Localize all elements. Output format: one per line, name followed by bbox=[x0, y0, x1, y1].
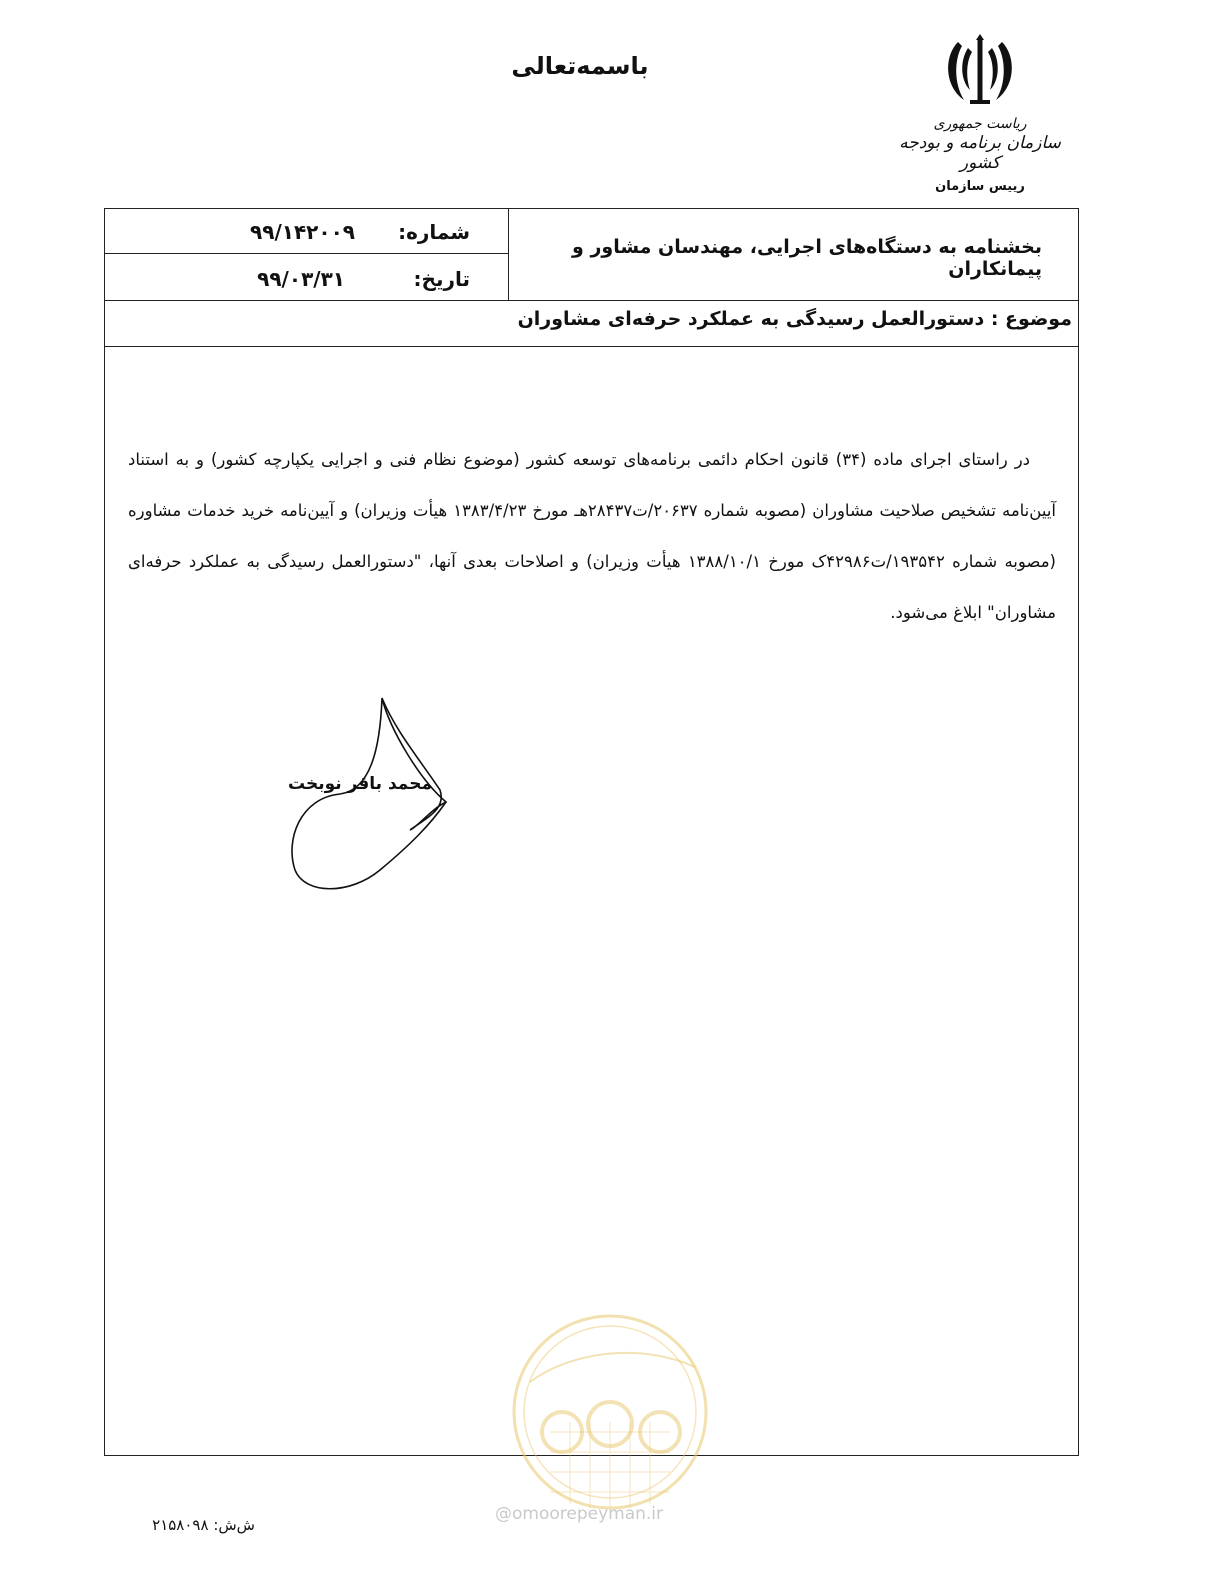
iran-emblem-icon bbox=[940, 34, 1020, 110]
body-paragraph: در راستای اجرای ماده (۳۴) قانون احکام دائمی برنامه‌های توسعه کشور (موضوع نظام فنی و اجرایی یکپارچه کشور) و به استناد آیین‌نامه تشخیص صلاحیت مشاوران (مصوبه شماره ۲۰۶۳۷/ت۲۸۴۳۷هـ مورخ ۱۳۸۳/۴/۲۳ هیأت وزیران) و آیین‌نامه خرید خدمات مشاوره (مصوبه شماره ۱۹۳۵۴۲/ت۴۲۹۸۶ک مورخ ۱۳۸۸/۱۰/۱ هیأت وزیران) و اصلاحات بعدی آنها، "دستورالعمل رسیدگی به عملکرد حرفه‌ای مشاوران" ابلاغ می‌شود. bbox=[128, 450, 1056, 622]
addressee: بخشنامه به دستگاه‌های اجرایی، مهندسان مشاور و پیمانکاران bbox=[572, 236, 1042, 280]
organization-header bbox=[895, 34, 1065, 194]
organization-head-title: رییس سازمان bbox=[935, 179, 1025, 194]
meta-table-bottom-line bbox=[104, 300, 1079, 301]
subject-line: موضوع : دستورالعمل رسیدگی به عملکرد حرفه‌ای مشاوران bbox=[517, 308, 1072, 330]
meta-row-divider bbox=[104, 253, 508, 254]
organization-name: سازمان برنامه و بودجه کشور bbox=[899, 133, 1061, 173]
number-label: شماره: bbox=[398, 220, 470, 244]
letter-body bbox=[128, 434, 1056, 638]
date-label: تاریخ: bbox=[413, 267, 470, 291]
document-code: ش‌ش: ۲۱۵۸۰۹۸ bbox=[152, 1516, 255, 1534]
signature-scribble bbox=[270, 690, 470, 900]
omoorepeyman-seal-icon bbox=[510, 1312, 710, 1512]
meta-table-divider bbox=[508, 208, 509, 300]
letter-frame bbox=[104, 208, 1079, 1456]
watermark-website: @omoorepeyman.ir bbox=[495, 1504, 664, 1524]
subject-bottom-line bbox=[104, 346, 1079, 347]
invocation-heading: باسمه‌تعالی bbox=[511, 52, 649, 80]
number-value: ۹۹/۱۴۲۰۰۹ bbox=[250, 220, 355, 244]
signatory-name: محمد باقر نوبخت bbox=[288, 774, 432, 794]
presidency-label: ریاست جمهوری bbox=[933, 116, 1027, 132]
date-value: ۹۹/۰۳/۳۱ bbox=[257, 267, 345, 291]
